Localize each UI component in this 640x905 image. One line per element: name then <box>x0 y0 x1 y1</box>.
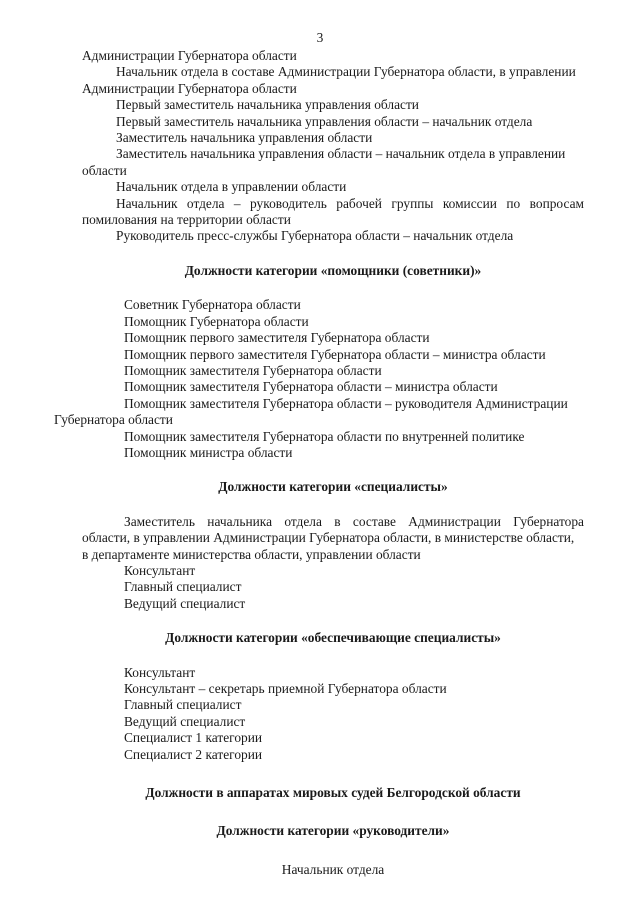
support-list <box>82 665 584 763</box>
page-number: 3 <box>316 30 324 45</box>
list-item: Ведущий специалист <box>124 713 246 729</box>
management-positions-list <box>82 48 584 245</box>
list-item: Первый заместитель начальника управления области <box>116 97 419 113</box>
assistants-list <box>54 297 584 461</box>
list-item: Руководитель пресс-службы Губернатора области – начальник отдела <box>116 228 514 244</box>
list-item: области <box>82 162 127 178</box>
section-heading-specialists: Должности категории «специалисты» <box>218 479 448 495</box>
list-item: Помощник министра области <box>124 444 293 460</box>
list-item: Специалист 2 категории <box>124 746 263 762</box>
list-item: Помощник первого заместителя Губернатора области – министра области <box>124 346 546 362</box>
specialists-list <box>82 563 584 612</box>
list-item: Начальник отдела <box>281 861 385 877</box>
list-item: Помощник Губернатора области <box>124 313 309 329</box>
paragraph-line: Заместитель начальника отдела в составе Администрации Губернатора <box>124 513 584 529</box>
list-item: Помощник заместителя Губернатора области <box>124 362 382 378</box>
list-item: Помощник первого заместителя Губернатора области <box>124 330 430 346</box>
list-item: Главный специалист <box>124 697 242 713</box>
document-body <box>54 48 584 878</box>
list-item: Заместитель начальника управления области – начальник отдела в управлении <box>116 146 566 162</box>
paragraph-line: области, в управлении Администрации Губернатора области, в министерстве области, <box>82 530 575 546</box>
list-item: Помощник заместителя Губернатора области – руководителя Администрации <box>124 395 568 411</box>
list-item: Ведущий специалист <box>124 595 246 611</box>
paragraph-line: в департаменте министерства области, управлении области <box>82 546 421 562</box>
list-item: Первый заместитель начальника управления области – начальник отдела <box>116 113 533 129</box>
list-item: Консультант – секретарь приемной Губернатора области <box>124 681 447 696</box>
list-item: Помощник заместителя Губернатора области по внутренней политике <box>124 428 525 444</box>
section-heading-courts: Должности в аппаратах мировых судей Белгородской области <box>145 785 521 801</box>
list-item: Специалист 1 категории <box>124 730 263 746</box>
list-item: Помощник заместителя Губернатора области – министра области <box>124 379 498 395</box>
section-heading-assistants: Должности категории «помощники (советники)» <box>184 262 482 278</box>
list-item: Главный специалист <box>124 579 242 595</box>
list-item: Начальник отдела – руководитель рабочей группы комиссии по вопросам <box>116 195 584 211</box>
list-item: Консультант <box>124 562 196 578</box>
list-item: Администрации Губернатора области <box>82 48 297 63</box>
specialists-intro <box>82 514 584 563</box>
list-item: Губернатора области <box>54 412 173 428</box>
list-item: Заместитель начальника управления области <box>116 130 373 146</box>
list-item: Начальник отдела в управлении области <box>116 179 347 195</box>
section-heading-leaders: Должности категории «руководители» <box>216 823 450 839</box>
list-item: Администрации Губернатора области <box>82 80 297 96</box>
section-heading-support: Должности категории «обеспечивающие специалисты» <box>165 630 501 646</box>
list-item: Советник Губернатора области <box>124 297 301 313</box>
list-item: Консультант <box>124 664 196 680</box>
list-item: Начальник отдела в составе Администрации Губернатора области, в управлении <box>116 64 576 80</box>
list-item: помилования на территории области <box>82 212 291 228</box>
